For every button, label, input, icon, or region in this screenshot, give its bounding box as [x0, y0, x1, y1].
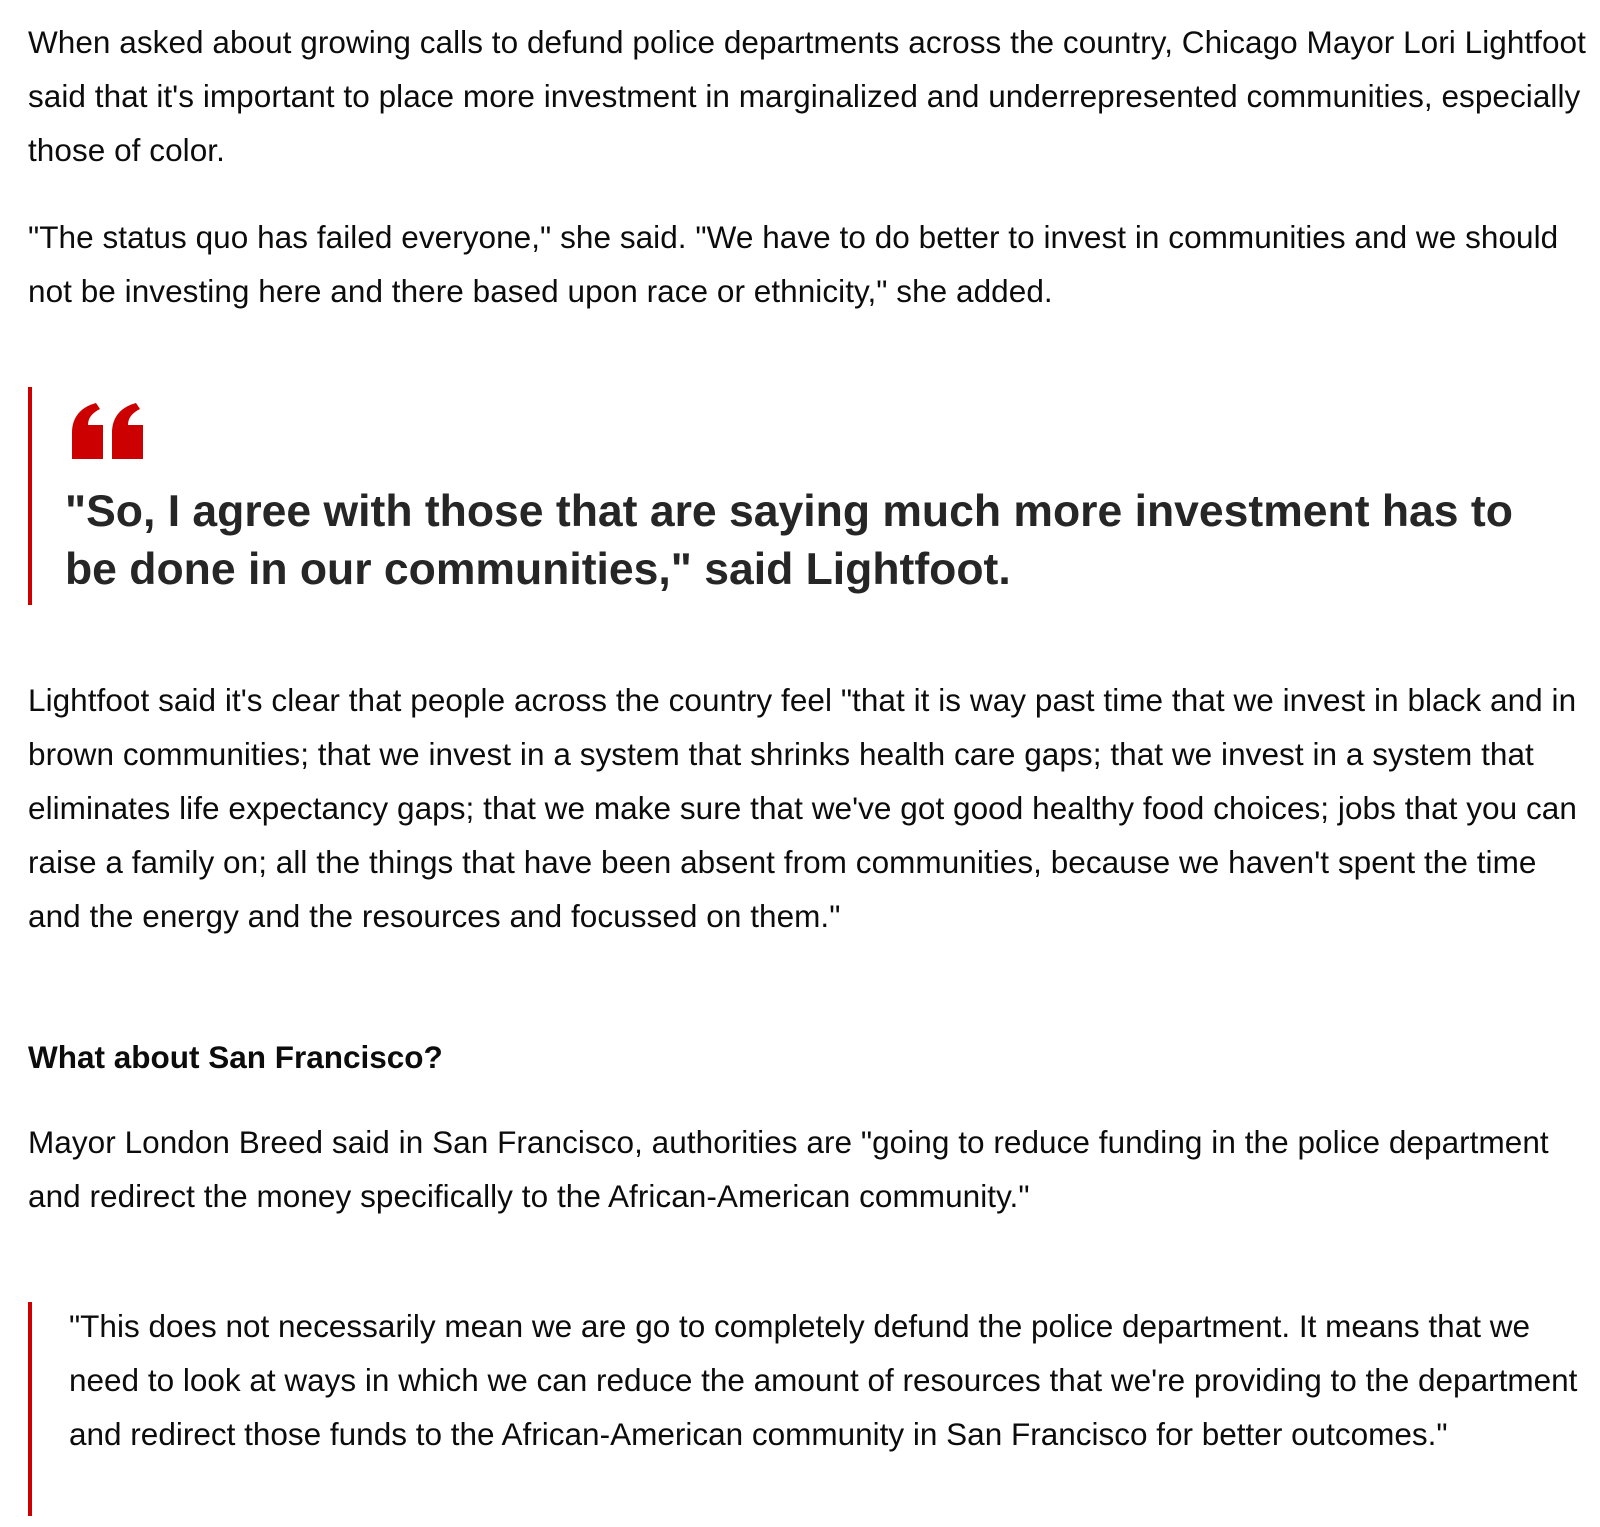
article-paragraph: Lightfoot said it's clear that people across the country feel "that it is way past time that we invest in black and in brown communities; that we invest in a system that shrinks health care gaps; that we invest in a system that eliminates life expectancy gaps; that we make sure that we've got good healthy food choices; jobs that you can raise a family on; all the things that have been absent from communities, because we haven't spent the time and the energy and the resources and focussed on them." — [28, 682, 1577, 934]
article-paragraph: When asked about growing calls to defund police departments across the country, Chicago Mayor Lori Lightfoot said that it's important to place more investment in marginalized and underrepresented communities, especially those of color. — [28, 24, 1586, 168]
section-heading: What about San Francisco? — [28, 1039, 443, 1075]
block-quote — [28, 1302, 1592, 1516]
pull-quote-text: "So, I agree with those that are saying much more investment has to be done in our communities," said Lightfoot. — [65, 487, 1513, 594]
pull-quote — [28, 387, 1572, 605]
article-paragraph: "The status quo has failed everyone," she said. "We have to do better to invest in communities and we should not be investing here and there based upon race or ethnicity," she added. — [28, 219, 1559, 309]
article-paragraph: Mayor London Breed said in San Francisco, authorities are "going to reduce funding in the police department and redirect the money specifically to the African-American community." — [28, 1124, 1549, 1214]
block-quote-text: "This does not necessarily mean we are go to completely defund the police department. It means that we need to look at ways in which we can reduce the amount of resources that we're providing to the department and redirect those funds to the African-American community in San Francisco for better outcomes." — [69, 1308, 1578, 1452]
quote-mark-icon — [72, 403, 146, 459]
